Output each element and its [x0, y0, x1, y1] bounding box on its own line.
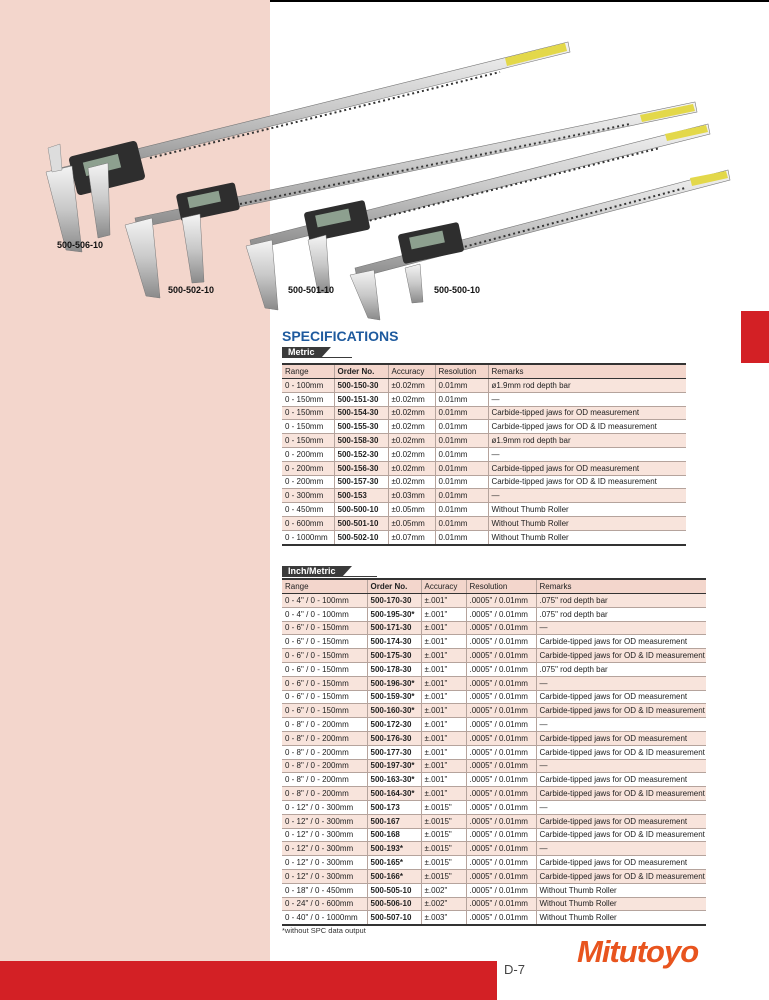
range-cell: 0 - 6" / 0 - 150mm — [282, 704, 367, 718]
range-cell: 0 - 300mm — [282, 489, 334, 503]
table-row — [282, 883, 706, 897]
accuracy-cell: ±0.02mm — [388, 434, 435, 448]
order-no-cell: 500-156-30 — [334, 461, 388, 475]
table-row — [282, 897, 706, 911]
remarks-cell: Carbide-tipped jaws for OD measurement — [536, 814, 706, 828]
table-row — [282, 662, 706, 676]
resolution-cell: .0005" / 0.01mm — [466, 814, 536, 828]
table-row — [282, 594, 706, 608]
order-no-cell: 500-168 — [367, 828, 421, 842]
remarks-cell: Carbide-tipped jaws for OD & ID measurement — [536, 869, 706, 883]
accuracy-cell: ±.001" — [421, 662, 466, 676]
range-cell: 0 - 150mm — [282, 406, 334, 420]
order-no-cell: 500-175-30 — [367, 649, 421, 663]
range-cell: 0 - 4" / 0 - 100mm — [282, 607, 367, 621]
order-no-cell: 500-502-10 — [334, 530, 388, 544]
order-no-cell: 500-196-30* — [367, 676, 421, 690]
range-cell: 0 - 450mm — [282, 503, 334, 517]
remarks-cell: Carbide-tipped jaws for OD & ID measurement — [536, 704, 706, 718]
accuracy-cell: ±0.03mm — [388, 489, 435, 503]
accuracy-cell: ±0.05mm — [388, 503, 435, 517]
table-row — [282, 869, 706, 883]
order-no-cell: 500-155-30 — [334, 420, 388, 434]
col-accuracy-header: Accuracy — [421, 579, 466, 594]
resolution-cell: .0005" / 0.01mm — [466, 718, 536, 732]
remarks-cell: — — [536, 800, 706, 814]
resolution-cell: .0005" / 0.01mm — [466, 759, 536, 773]
table-header-row — [282, 364, 686, 379]
order-no-cell: 500-197-30* — [367, 759, 421, 773]
accuracy-cell: ±.001" — [421, 773, 466, 787]
order-no-cell: 500-172-30 — [367, 718, 421, 732]
order-no-cell: 500-158-30 — [334, 434, 388, 448]
order-no-cell: 500-173 — [367, 800, 421, 814]
order-no-cell: 500-507-10 — [367, 911, 421, 925]
order-no-cell: 500-177-30 — [367, 745, 421, 759]
range-cell: 0 - 150mm — [282, 420, 334, 434]
table-row — [282, 475, 686, 489]
order-no-cell: 500-506-10 — [367, 897, 421, 911]
table-row — [282, 434, 686, 448]
remarks-cell: Carbide-tipped jaws for OD & ID measurement — [536, 787, 706, 801]
caliper-500-500-10-image — [350, 170, 730, 320]
caliper-product-photo — [0, 20, 769, 340]
range-cell: 0 - 600mm — [282, 516, 334, 530]
range-cell: 0 - 150mm — [282, 392, 334, 406]
accuracy-cell: ±.001" — [421, 731, 466, 745]
top-rule — [270, 0, 769, 2]
accuracy-cell: ±.001" — [421, 787, 466, 801]
table-row — [282, 718, 706, 732]
accuracy-cell: ±.001" — [421, 649, 466, 663]
table-row — [282, 649, 706, 663]
col-remarks-header: Remarks — [488, 364, 686, 379]
caption-500-501-10: 500-501-10 — [288, 285, 335, 295]
metric-section-label: Metric — [282, 347, 321, 358]
range-cell: 0 - 8" / 0 - 200mm — [282, 731, 367, 745]
accuracy-cell: ±0.02mm — [388, 461, 435, 475]
range-cell: 0 - 200mm — [282, 461, 334, 475]
accuracy-cell: ±0.02mm — [388, 420, 435, 434]
order-no-cell: 500-195-30* — [367, 607, 421, 621]
range-cell: 0 - 8" / 0 - 200mm — [282, 745, 367, 759]
remarks-cell: Carbide-tipped jaws for OD & ID measurement — [536, 649, 706, 663]
order-no-cell: 500-157-30 — [334, 475, 388, 489]
resolution-cell: .0005" / 0.01mm — [466, 869, 536, 883]
resolution-cell: .0005" / 0.01mm — [466, 897, 536, 911]
accuracy-cell: ±0.02mm — [388, 447, 435, 461]
resolution-cell: .0005" / 0.01mm — [466, 745, 536, 759]
table-row — [282, 379, 686, 393]
remarks-cell: Carbide-tipped jaws for OD & ID measurement — [488, 475, 686, 489]
resolution-cell: .0005" / 0.01mm — [466, 662, 536, 676]
range-cell: 0 - 12" / 0 - 300mm — [282, 800, 367, 814]
remarks-cell: — — [536, 759, 706, 773]
table-row — [282, 621, 706, 635]
range-cell: 0 - 8" / 0 - 200mm — [282, 787, 367, 801]
inch-metric-spec-table — [282, 578, 706, 926]
resolution-cell: 0.01mm — [435, 461, 488, 475]
order-no-cell: 500-154-30 — [334, 406, 388, 420]
resolution-cell: .0005" / 0.01mm — [466, 676, 536, 690]
accuracy-cell: ±.001" — [421, 594, 466, 608]
remarks-cell: .075" rod depth bar — [536, 662, 706, 676]
col-accuracy-header: Accuracy — [388, 364, 435, 379]
range-cell: 0 - 12" / 0 - 300mm — [282, 814, 367, 828]
resolution-cell: 0.01mm — [435, 392, 488, 406]
range-cell: 0 - 18" / 0 - 450mm — [282, 883, 367, 897]
table-row — [282, 447, 686, 461]
table-row — [282, 842, 706, 856]
range-cell: 0 - 100mm — [282, 379, 334, 393]
caption-500-502-10: 500-502-10 — [168, 285, 215, 295]
table-row — [282, 745, 706, 759]
remarks-cell: Without Thumb Roller — [536, 897, 706, 911]
accuracy-cell: ±.001" — [421, 759, 466, 773]
order-no-cell: 500-171-30 — [367, 621, 421, 635]
range-cell: 0 - 1000mm — [282, 530, 334, 544]
table-row — [282, 530, 686, 544]
table-footnote: *without SPC data output — [282, 926, 366, 935]
range-cell: 0 - 6" / 0 - 150mm — [282, 690, 367, 704]
order-no-cell: 500-164-30* — [367, 787, 421, 801]
order-no-cell: 500-501-10 — [334, 516, 388, 530]
accuracy-cell: ±.0015" — [421, 856, 466, 870]
range-cell: 0 - 6" / 0 - 150mm — [282, 649, 367, 663]
order-no-cell: 500-150-30 — [334, 379, 388, 393]
accuracy-cell: ±.003" — [421, 911, 466, 925]
resolution-cell: .0005" / 0.01mm — [466, 621, 536, 635]
range-cell: 0 - 200mm — [282, 447, 334, 461]
remarks-cell: ø1.9mm rod depth bar — [488, 379, 686, 393]
table-row — [282, 676, 706, 690]
accuracy-cell: ±.001" — [421, 718, 466, 732]
table-row — [282, 911, 706, 925]
resolution-cell: .0005" / 0.01mm — [466, 911, 536, 925]
resolution-cell: .0005" / 0.01mm — [466, 856, 536, 870]
table-row — [282, 787, 706, 801]
range-cell: 0 - 12" / 0 - 300mm — [282, 828, 367, 842]
range-cell: 0 - 6" / 0 - 150mm — [282, 635, 367, 649]
remarks-cell: Carbide-tipped jaws for OD measurement — [488, 406, 686, 420]
table-row — [282, 489, 686, 503]
resolution-cell: .0005" / 0.01mm — [466, 883, 536, 897]
accuracy-cell: ±.001" — [421, 621, 466, 635]
accuracy-cell: ±.0015" — [421, 842, 466, 856]
table-row — [282, 814, 706, 828]
resolution-cell: .0005" / 0.01mm — [466, 690, 536, 704]
table-row — [282, 800, 706, 814]
accuracy-cell: ±.0015" — [421, 800, 466, 814]
order-no-cell: 500-153 — [334, 489, 388, 503]
accuracy-cell: ±0.02mm — [388, 379, 435, 393]
range-cell: 0 - 6" / 0 - 150mm — [282, 621, 367, 635]
col-resolution-header: Resolution — [466, 579, 536, 594]
range-cell: 0 - 8" / 0 - 200mm — [282, 718, 367, 732]
table-row — [282, 773, 706, 787]
accuracy-cell: ±0.05mm — [388, 516, 435, 530]
resolution-cell: .0005" / 0.01mm — [466, 649, 536, 663]
range-cell: 0 - 8" / 0 - 200mm — [282, 759, 367, 773]
resolution-cell: 0.01mm — [435, 420, 488, 434]
resolution-cell: .0005" / 0.01mm — [466, 594, 536, 608]
range-cell: 0 - 40" / 0 - 1000mm — [282, 911, 367, 925]
resolution-cell: .0005" / 0.01mm — [466, 787, 536, 801]
table-row — [282, 392, 686, 406]
accuracy-cell: ±.001" — [421, 690, 466, 704]
resolution-cell: .0005" / 0.01mm — [466, 800, 536, 814]
remarks-cell: Carbide-tipped jaws for OD measurement — [488, 461, 686, 475]
remarks-cell: — — [488, 392, 686, 406]
remarks-cell: Without Thumb Roller — [488, 516, 686, 530]
remarks-cell: .075" rod depth bar — [536, 607, 706, 621]
order-no-cell: 500-505-10 — [367, 883, 421, 897]
remarks-cell: — — [536, 676, 706, 690]
order-no-cell: 500-174-30 — [367, 635, 421, 649]
remarks-cell: Carbide-tipped jaws for OD measurement — [536, 856, 706, 870]
resolution-cell: 0.01mm — [435, 475, 488, 489]
order-no-cell: 500-166* — [367, 869, 421, 883]
remarks-cell: Carbide-tipped jaws for OD measurement — [536, 773, 706, 787]
remarks-cell: — — [488, 447, 686, 461]
remarks-cell: Carbide-tipped jaws for OD & ID measurement — [536, 745, 706, 759]
order-no-cell: 500-152-30 — [334, 447, 388, 461]
remarks-cell: Without Thumb Roller — [488, 503, 686, 517]
resolution-cell: .0005" / 0.01mm — [466, 773, 536, 787]
order-no-cell: 500-165* — [367, 856, 421, 870]
resolution-cell: 0.01mm — [435, 489, 488, 503]
table-row — [282, 828, 706, 842]
resolution-cell: 0.01mm — [435, 516, 488, 530]
resolution-cell: .0005" / 0.01mm — [466, 635, 536, 649]
caption-500-506-10: 500-506-10 — [57, 240, 104, 250]
resolution-cell: .0005" / 0.01mm — [466, 828, 536, 842]
accuracy-cell: ±.0015" — [421, 869, 466, 883]
table-header-row — [282, 579, 706, 594]
order-no-cell: 500-159-30* — [367, 690, 421, 704]
order-no-cell: 500-163-30* — [367, 773, 421, 787]
col-range-header: Range — [282, 579, 367, 594]
table-row — [282, 406, 686, 420]
remarks-cell: Without Thumb Roller — [488, 530, 686, 544]
order-no-cell: 500-176-30 — [367, 731, 421, 745]
remarks-cell: — — [536, 621, 706, 635]
resolution-cell: .0005" / 0.01mm — [466, 607, 536, 621]
remarks-cell: ø1.9mm rod depth bar — [488, 434, 686, 448]
order-no-cell: 500-151-30 — [334, 392, 388, 406]
resolution-cell: 0.01mm — [435, 447, 488, 461]
accuracy-cell: ±0.02mm — [388, 406, 435, 420]
range-cell: 0 - 6" / 0 - 150mm — [282, 662, 367, 676]
remarks-cell: Without Thumb Roller — [536, 911, 706, 925]
range-cell: 0 - 12" / 0 - 300mm — [282, 856, 367, 870]
accuracy-cell: ±.0015" — [421, 814, 466, 828]
remarks-cell: Carbide-tipped jaws for OD measurement — [536, 635, 706, 649]
page-number: D-7 — [504, 962, 525, 977]
table-row — [282, 759, 706, 773]
accuracy-cell: ±.001" — [421, 635, 466, 649]
order-no-cell: 500-160-30* — [367, 704, 421, 718]
accuracy-cell: ±0.07mm — [388, 530, 435, 544]
table-row — [282, 516, 686, 530]
table-row — [282, 420, 686, 434]
range-cell: 0 - 4" / 0 - 100mm — [282, 594, 367, 608]
table-row — [282, 731, 706, 745]
resolution-cell: 0.01mm — [435, 379, 488, 393]
order-no-cell: 500-193* — [367, 842, 421, 856]
inch-metric-section-label: Inch/Metric — [282, 566, 342, 577]
resolution-cell: 0.01mm — [435, 530, 488, 544]
accuracy-cell: ±0.02mm — [388, 392, 435, 406]
specifications-title: SPECIFICATIONS — [282, 328, 399, 344]
range-cell: 0 - 12" / 0 - 300mm — [282, 842, 367, 856]
range-cell: 0 - 200mm — [282, 475, 334, 489]
resolution-cell: .0005" / 0.01mm — [466, 731, 536, 745]
remarks-cell: Carbide-tipped jaws for OD measurement — [536, 731, 706, 745]
order-no-cell: 500-178-30 — [367, 662, 421, 676]
remarks-cell: — — [536, 718, 706, 732]
col-order-no-header: Order No. — [334, 364, 388, 379]
range-cell: 0 - 6" / 0 - 150mm — [282, 676, 367, 690]
resolution-cell: 0.01mm — [435, 434, 488, 448]
range-cell: 0 - 24" / 0 - 600mm — [282, 897, 367, 911]
accuracy-cell: ±.001" — [421, 745, 466, 759]
accuracy-cell: ±.001" — [421, 704, 466, 718]
accuracy-cell: ±.0015" — [421, 828, 466, 842]
table-row — [282, 461, 686, 475]
col-remarks-header: Remarks — [536, 579, 706, 594]
order-no-cell: 500-167 — [367, 814, 421, 828]
brand-logo: Mitutoyo — [577, 934, 699, 969]
metric-spec-table — [282, 363, 686, 546]
accuracy-cell: ±.001" — [421, 607, 466, 621]
col-resolution-header: Resolution — [435, 364, 488, 379]
accuracy-cell: ±.001" — [421, 676, 466, 690]
table-row — [282, 704, 706, 718]
resolution-cell: 0.01mm — [435, 503, 488, 517]
remarks-cell: .075" rod depth bar — [536, 594, 706, 608]
range-cell: 0 - 150mm — [282, 434, 334, 448]
remarks-cell: — — [488, 489, 686, 503]
col-order-no-header: Order No. — [367, 579, 421, 594]
table-row — [282, 635, 706, 649]
order-no-cell: 500-170-30 — [367, 594, 421, 608]
col-range-header: Range — [282, 364, 334, 379]
table-row — [282, 607, 706, 621]
resolution-cell: .0005" / 0.01mm — [466, 704, 536, 718]
table-row — [282, 503, 686, 517]
accuracy-cell: ±0.02mm — [388, 475, 435, 489]
remarks-cell: Without Thumb Roller — [536, 883, 706, 897]
remarks-cell: — — [536, 842, 706, 856]
remarks-cell: Carbide-tipped jaws for OD & ID measurement — [536, 828, 706, 842]
caption-500-500-10: 500-500-10 — [434, 285, 481, 295]
accuracy-cell: ±.002" — [421, 897, 466, 911]
range-cell: 0 - 8" / 0 - 200mm — [282, 773, 367, 787]
table-row — [282, 690, 706, 704]
order-no-cell: 500-500-10 — [334, 503, 388, 517]
range-cell: 0 - 12" / 0 - 300mm — [282, 869, 367, 883]
remarks-cell: Carbide-tipped jaws for OD & ID measurement — [488, 420, 686, 434]
table-row — [282, 856, 706, 870]
resolution-cell: 0.01mm — [435, 406, 488, 420]
accuracy-cell: ±.002" — [421, 883, 466, 897]
remarks-cell: Carbide-tipped jaws for OD measurement — [536, 690, 706, 704]
resolution-cell: .0005" / 0.01mm — [466, 842, 536, 856]
